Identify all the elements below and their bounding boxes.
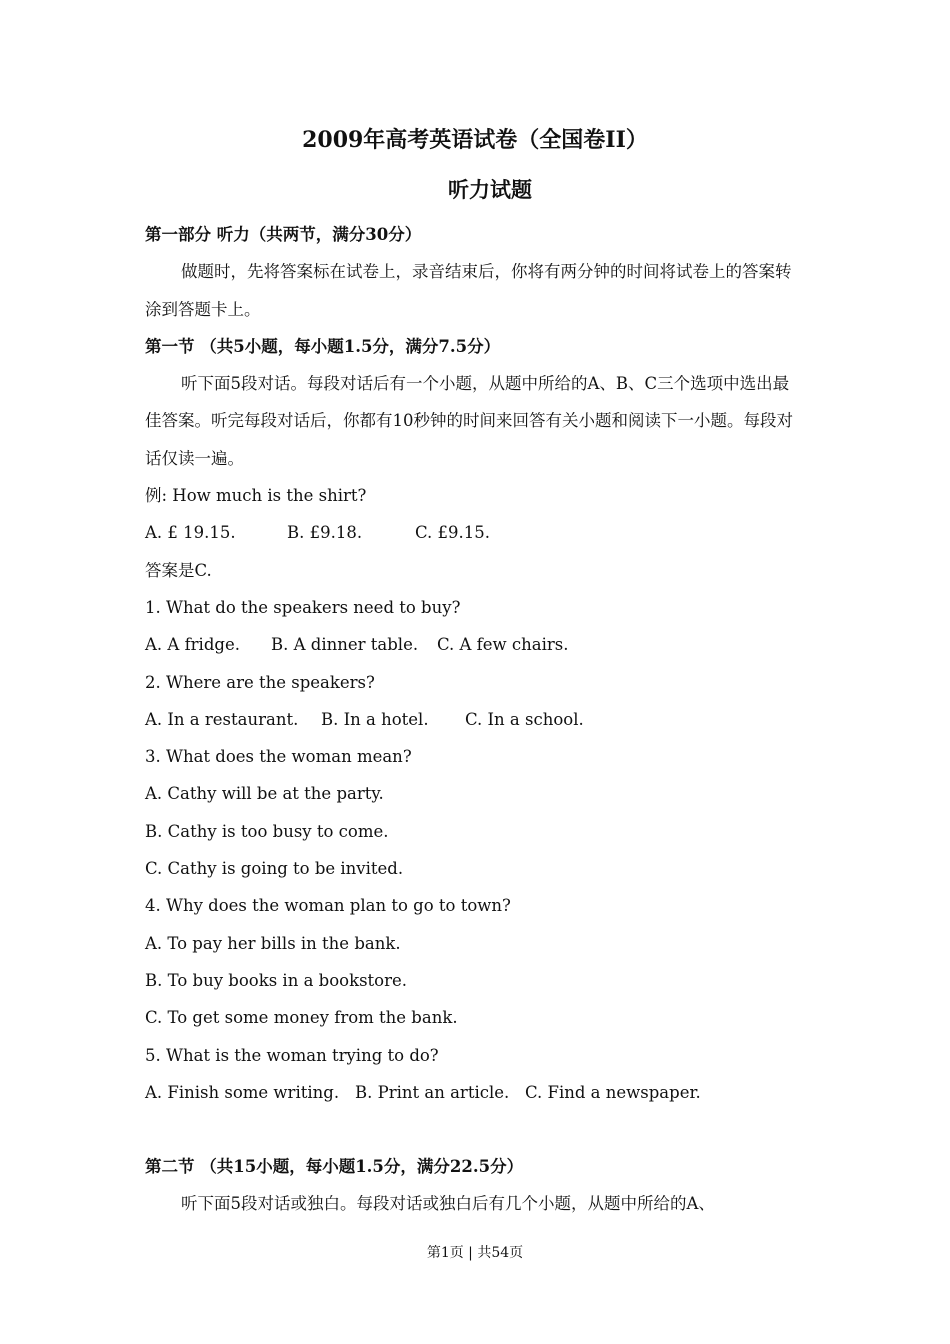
example-option-b: B. £9.18. [287,523,363,543]
part1-heading: 第一部分 听力（共两节，满分30分） [145,225,422,244]
question-2-options [145,701,805,738]
q3-option-c: C. Cathy is going to be invited. [145,859,404,879]
q1-option-b: B. A dinner table. [271,635,419,655]
example-options [145,514,805,551]
section2-instruction: 听下面5段对话或独白。每段对话或独白后有几个小题，从题中所给的A、 [181,1194,715,1214]
page-subtitle: 听力试题 [448,177,532,202]
q1-option-c: C. A few chairs. [437,635,569,655]
question-5: 5. What is the woman trying to do? [145,1045,439,1065]
question-1-options [145,626,805,663]
question-5-options [145,1074,805,1111]
q5-option-c: C. Find a newspaper. [525,1082,701,1102]
example-answer: 答案是C. [145,560,212,580]
q1-option-a: A. A fridge. [145,635,240,655]
section1-heading: 第一节 （共5小题，每小题1.5分，满分7.5分） [145,336,501,356]
document-body [145,216,805,1223]
question-1: 1. What do the speakers need to buy? [145,597,461,617]
page-footer: 第1页 | 共54页 [426,1245,524,1261]
q4-option-b: B. To buy books in a bookstore. [145,970,408,990]
q2-option-a: A. In a restaurant. [145,709,299,729]
section-spacer [145,1111,805,1148]
q4-option-a: A. To pay her bills in the bank. [145,933,401,953]
section1-instruction: 听下面5段对话。每段对话后有一个小题，从题中所给的A、B、C三个选项中选出最佳答案。听完每段对话后，你都有10秒钟的时间来回答有关小题和阅读下一小题。每段对话仅读一遍。 [145,374,793,468]
question-2: 2. Where are the speakers? [145,672,375,692]
section2-heading: 第二节 （共15小题，每小题1.5分，满分22.5分） [145,1157,524,1177]
q4-option-c: C. To get some money from the bank. [145,1008,458,1028]
example-question: 例: How much is the shirt? [145,486,367,506]
q2-option-b: B. In a hotel. [321,709,429,729]
example-option-c: C. £9.15. [415,523,491,543]
page-title: 2009年高考英语试卷（全国卷II） [302,127,648,153]
part1-instruction: 做题时，先将答案标在试卷上，录音结束后，你将有两分钟的时间将试卷上的答案转涂到答题卡上。 [145,262,792,319]
example-option-a: A. £ 19.15. [145,523,236,543]
q5-option-a: A. Finish some writing. [145,1082,340,1102]
q3-option-b: B. Cathy is too busy to come. [145,821,389,841]
q5-option-b: B. Print an article. [355,1082,510,1102]
question-3: 3. What does the woman mean? [145,747,412,767]
q3-option-a: A. Cathy will be at the party. [145,784,384,804]
q2-option-c: C. In a school. [465,709,584,729]
question-4: 4. Why does the woman plan to go to town? [145,896,511,916]
